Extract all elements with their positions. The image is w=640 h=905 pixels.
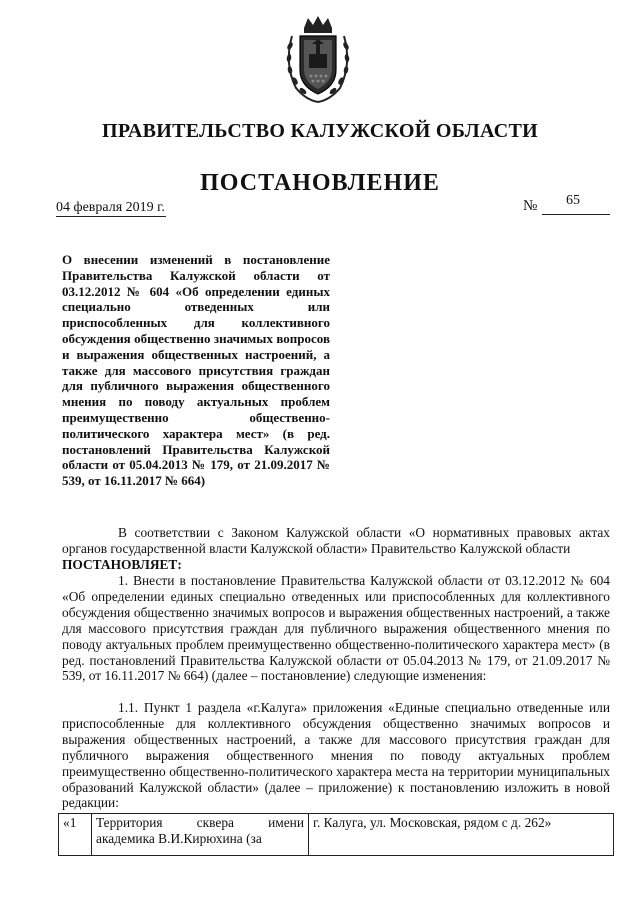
resolves-heading: ПОСТАНОВЛЯЕТ: — [62, 557, 182, 572]
item-1-1-paragraph: 1.1. Пункт 1 раздела «г.Калуга» приложения «Единые специально отведенные или приспособленные для коллективного обсуждения общественно значимых вопросов и выражения общественных настроений, а также для массового присутствия граждан для публичного выражения общественного мнения по поводу актуальных проблем преимущественно общественно-политического характера места на территории муниципальных образований Калужской области» (далее – приложение) к постановлению изложить в новой редакции: — [62, 700, 610, 811]
places-table — [58, 813, 614, 856]
table-cell-place: Территория сквера имени академика В.И.Кирюхина (за — [92, 814, 309, 856]
document-number-underline — [542, 214, 610, 215]
item-1-paragraph: 1. Внести в постановление Правительства Калужской области от 03.12.2012 № 604 «Об определении единых специально отведенных или приспособленных для коллективного обсуждения общественно значимых вопросов и выражения общественных настроений, а также для массового присутствия граждан для публичного выражения общественного мнения по поводу актуальных проблем преимущественно общественно-политического характера мест» (в ред. постановлений Правительства Калужской области от 05.04.2013 № 179, от 21.09.2017 № 539, от 16.11.2017 № 664) (далее – постановление) следующие изменения: — [62, 573, 610, 684]
table-cell-address: г. Калуга, ул. Московская, рядом с д. 262» — [309, 814, 614, 856]
preamble-paragraph: В соответствии с Законом Калужской области «О нормативных правовых актах органов государственной власти Калужской области» Правительство Калужской области — [62, 525, 610, 556]
table-cell-number: «1 — [59, 814, 92, 856]
document-number: 65 — [566, 193, 580, 208]
document-date: 04 февраля 2019 г. — [56, 200, 165, 215]
document-subject: О внесении изменений в постановление Правительства Калужской области от 03.12.2012 № 604 «Об определении единых специально отведенных или приспособленных для коллективного обсуждения общественно значимых вопросов и выражения общественных настроений, а также для массового присутствия граждан для публичного выражения общественного мнения по поводу актуальных проблем преимущественно общественно-политического характера мест» (в ред. постановлений Правительства Калужской области от 05.04.2013 № 179, от 21.09.2017 № 539, от 16.11.2017 № 664) — [62, 252, 330, 489]
coat-of-arms-icon — [282, 14, 354, 106]
document-type-title: ПОСТАНОВЛЕНИЕ — [200, 170, 440, 196]
table-row — [59, 814, 614, 856]
document-number-label: № — [523, 198, 538, 214]
organization-title: ПРАВИТЕЛЬСТВО КАЛУЖСКОЙ ОБЛАСТИ — [102, 120, 538, 142]
